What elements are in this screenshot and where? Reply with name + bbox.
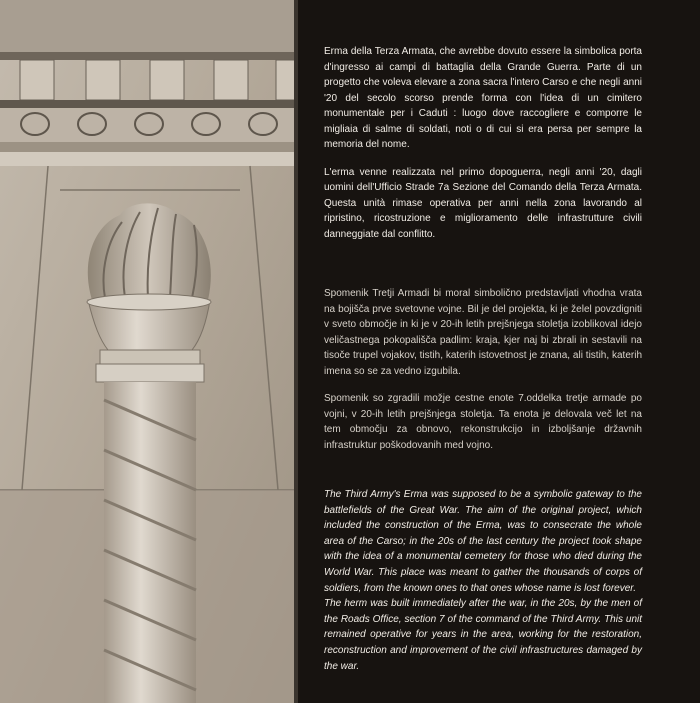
slovenian-paragraph-2: Spomenik so zgradili možje cestne enote 7.oddelka tretje armade po vojni, v 20-ih letih prejšnjega stoletja. Ta enota je delovala več let na tem območju za obnovo, rekonstrukcijo in izboljšanje državnih infrastruktur poškodovanih med vojno.	[324, 393, 642, 451]
italian-paragraph-1: Erma della Terza Armata, che avrebbe dovuto essere la simbolica porta d'ingresso ai campi di battaglia della Grande Guerra. Parte di un progetto che voleva elevare a zona sacra l'intero Carso e che negli anni '20 del secolo scorso prende forma con l'idea di un cimitero monumentale per i Caduti : luogo dove raccogliere e comporre le migliaia di salme di soldati, noti o di cui si era persa per sempre la memoria del nome.	[324, 46, 642, 150]
slovenian-paragraph-1: Spomenik Tretji Armadi bi moral simbolično predstavljati vhodna vrata na bojišča prve svetovne vojne. Bil je del projekta, ki je želel povzdigniti v sveto območje in ki je v 20-ih letih prejšnjega stoletja izoblikoval idejo veličastnega pokopališča padlim: kraja, kjer naj bi zbrali in sestavili na tisoče trupel vojakov, tistih, katerih istovetnost je znana, ali tistih, katerih imena so se za vedno izgubila.	[324, 288, 642, 377]
italian-section	[324, 44, 642, 242]
slovenian-section	[324, 286, 642, 453]
english-paragraph-1: The Third Army's Erma was supposed to be a symbolic gateway to the battlefields of the Great War. The aim of the original project, which included the construction of the Erma, was to consecrate the whole area of the Carso; in the 20s of the last century the project took shape with the idea of a monumental cemetery for those who died during the World War. This place was meant to gather the thousands of corps of soldiers, from the known ones to that ones whose name is lost forever.	[324, 489, 642, 594]
english-paragraph-2: The herm was built immediately after the war, in the 20s, by the men of the Roads Office, section 7 of the command of the Third Army. This unit remained operative for years in the area, working for the restoration, reconstruction and improvement of the civil infrastructures damaged by the war.	[324, 598, 642, 672]
italian-paragraph-2: L'erma venne realizzata nel primo dopoguerra, negli anni '20, dagli uomini dell'Ufficio Strade 7a Sezione del Comando della Terza Armata. Questa unità rimase operativa per anni nella zona lavorando al ripristino, ricostruzione e miglioramento delle infrastrutture civili danneggiate dal conflitto.	[324, 166, 642, 240]
stone-torch-relief-image	[0, 0, 298, 703]
english-section	[324, 487, 642, 674]
text-column	[324, 44, 642, 674]
monument-photo	[0, 0, 298, 703]
